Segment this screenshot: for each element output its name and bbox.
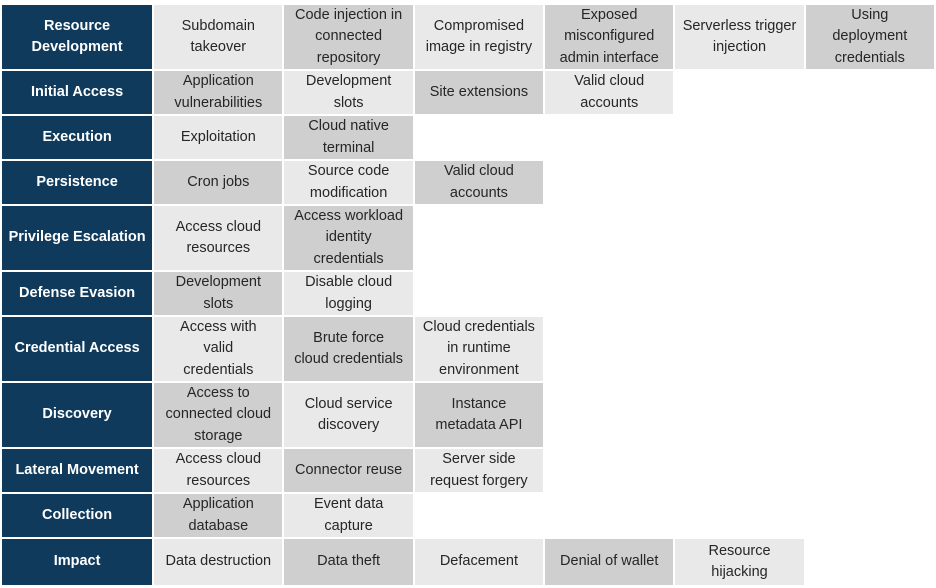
technique-cell: Resource hijacking — [675, 539, 803, 585]
matrix-row-defense-evasion — [2, 272, 934, 315]
tactic-header: Resource Development — [2, 5, 152, 69]
empty-cell — [545, 116, 673, 159]
empty-cell — [675, 383, 803, 447]
empty-cell — [806, 272, 934, 315]
empty-cell — [415, 206, 543, 270]
matrix-row-privilege-escalation — [2, 206, 934, 270]
technique-cell: Cron jobs — [154, 161, 282, 204]
empty-cell — [545, 494, 673, 537]
empty-cell — [675, 71, 803, 114]
technique-cell: Access cloud resources — [154, 206, 282, 270]
technique-cell: Cloud service discovery — [284, 383, 412, 447]
technique-cell: Exposed misconfigured admin interface — [545, 5, 673, 69]
empty-cell — [415, 116, 543, 159]
empty-cell — [675, 449, 803, 492]
matrix-row-credential-access — [2, 317, 934, 381]
tactic-header: Impact — [2, 539, 152, 585]
tactic-header: Lateral Movement — [2, 449, 152, 492]
matrix-row-initial-access — [2, 71, 934, 114]
technique-cell: Data destruction — [154, 539, 282, 585]
technique-cell: Server side request forgery — [415, 449, 543, 492]
empty-cell — [806, 494, 934, 537]
technique-cell: Access to connected cloud storage — [154, 383, 282, 447]
technique-cell: Connector reuse — [284, 449, 412, 492]
empty-cell — [545, 317, 673, 381]
empty-cell — [415, 272, 543, 315]
technique-cell: Brute force cloud credentials — [284, 317, 412, 381]
tactic-header: Discovery — [2, 383, 152, 447]
technique-cell: Application database — [154, 494, 282, 537]
technique-cell: Cloud native terminal — [284, 116, 412, 159]
empty-cell — [675, 317, 803, 381]
empty-cell — [675, 161, 803, 204]
empty-cell — [806, 161, 934, 204]
technique-cell: Data theft — [284, 539, 412, 585]
empty-cell — [806, 449, 934, 492]
matrix-row-impact — [2, 539, 934, 585]
tactic-header: Privilege Escalation — [2, 206, 152, 270]
technique-cell: Access cloud resources — [154, 449, 282, 492]
empty-cell — [415, 494, 543, 537]
technique-cell: Exploitation — [154, 116, 282, 159]
matrix-row-collection — [2, 494, 934, 537]
tactic-header: Collection — [2, 494, 152, 537]
technique-cell: Site extensions — [415, 71, 543, 114]
technique-cell: Development slots — [154, 272, 282, 315]
tactic-header: Initial Access — [2, 71, 152, 114]
technique-cell: Compromised image in registry — [415, 5, 543, 69]
matrix-row-resource-development — [2, 5, 934, 69]
technique-cell: Access with valid credentials — [154, 317, 282, 381]
empty-cell — [545, 383, 673, 447]
technique-cell: Serverless trigger injection — [675, 5, 803, 69]
empty-cell — [806, 116, 934, 159]
attack-matrix — [2, 5, 934, 585]
technique-cell: Valid cloud accounts — [545, 71, 673, 114]
technique-cell: Using deployment credentials — [806, 5, 934, 69]
matrix-row-discovery — [2, 383, 934, 447]
tactic-header: Persistence — [2, 161, 152, 204]
technique-cell: Denial of wallet — [545, 539, 673, 585]
matrix-row-execution — [2, 116, 934, 159]
matrix-row-lateral-movement — [2, 449, 934, 492]
technique-cell: Subdomain takeover — [154, 5, 282, 69]
tactic-header: Credential Access — [2, 317, 152, 381]
empty-cell — [545, 206, 673, 270]
technique-cell: Instance metadata API — [415, 383, 543, 447]
empty-cell — [675, 116, 803, 159]
empty-cell — [545, 161, 673, 204]
empty-cell — [675, 272, 803, 315]
technique-cell: Event data capture — [284, 494, 412, 537]
empty-cell — [675, 206, 803, 270]
empty-cell — [545, 449, 673, 492]
technique-cell: Source code modification — [284, 161, 412, 204]
empty-cell — [806, 317, 934, 381]
empty-cell — [806, 539, 934, 585]
technique-cell: Defacement — [415, 539, 543, 585]
technique-cell: Access workload identity credentials — [284, 206, 412, 270]
technique-cell: Development slots — [284, 71, 412, 114]
technique-cell: Disable cloud logging — [284, 272, 412, 315]
matrix-row-persistence — [2, 161, 934, 204]
empty-cell — [806, 206, 934, 270]
tactic-header: Execution — [2, 116, 152, 159]
technique-cell: Cloud credentials in runtime environment — [415, 317, 543, 381]
empty-cell — [545, 272, 673, 315]
technique-cell: Code injection in connected repository — [284, 5, 412, 69]
empty-cell — [806, 71, 934, 114]
technique-cell: Application vulnerabilities — [154, 71, 282, 114]
empty-cell — [675, 494, 803, 537]
empty-cell — [806, 383, 934, 447]
tactic-header: Defense Evasion — [2, 272, 152, 315]
technique-cell: Valid cloud accounts — [415, 161, 543, 204]
